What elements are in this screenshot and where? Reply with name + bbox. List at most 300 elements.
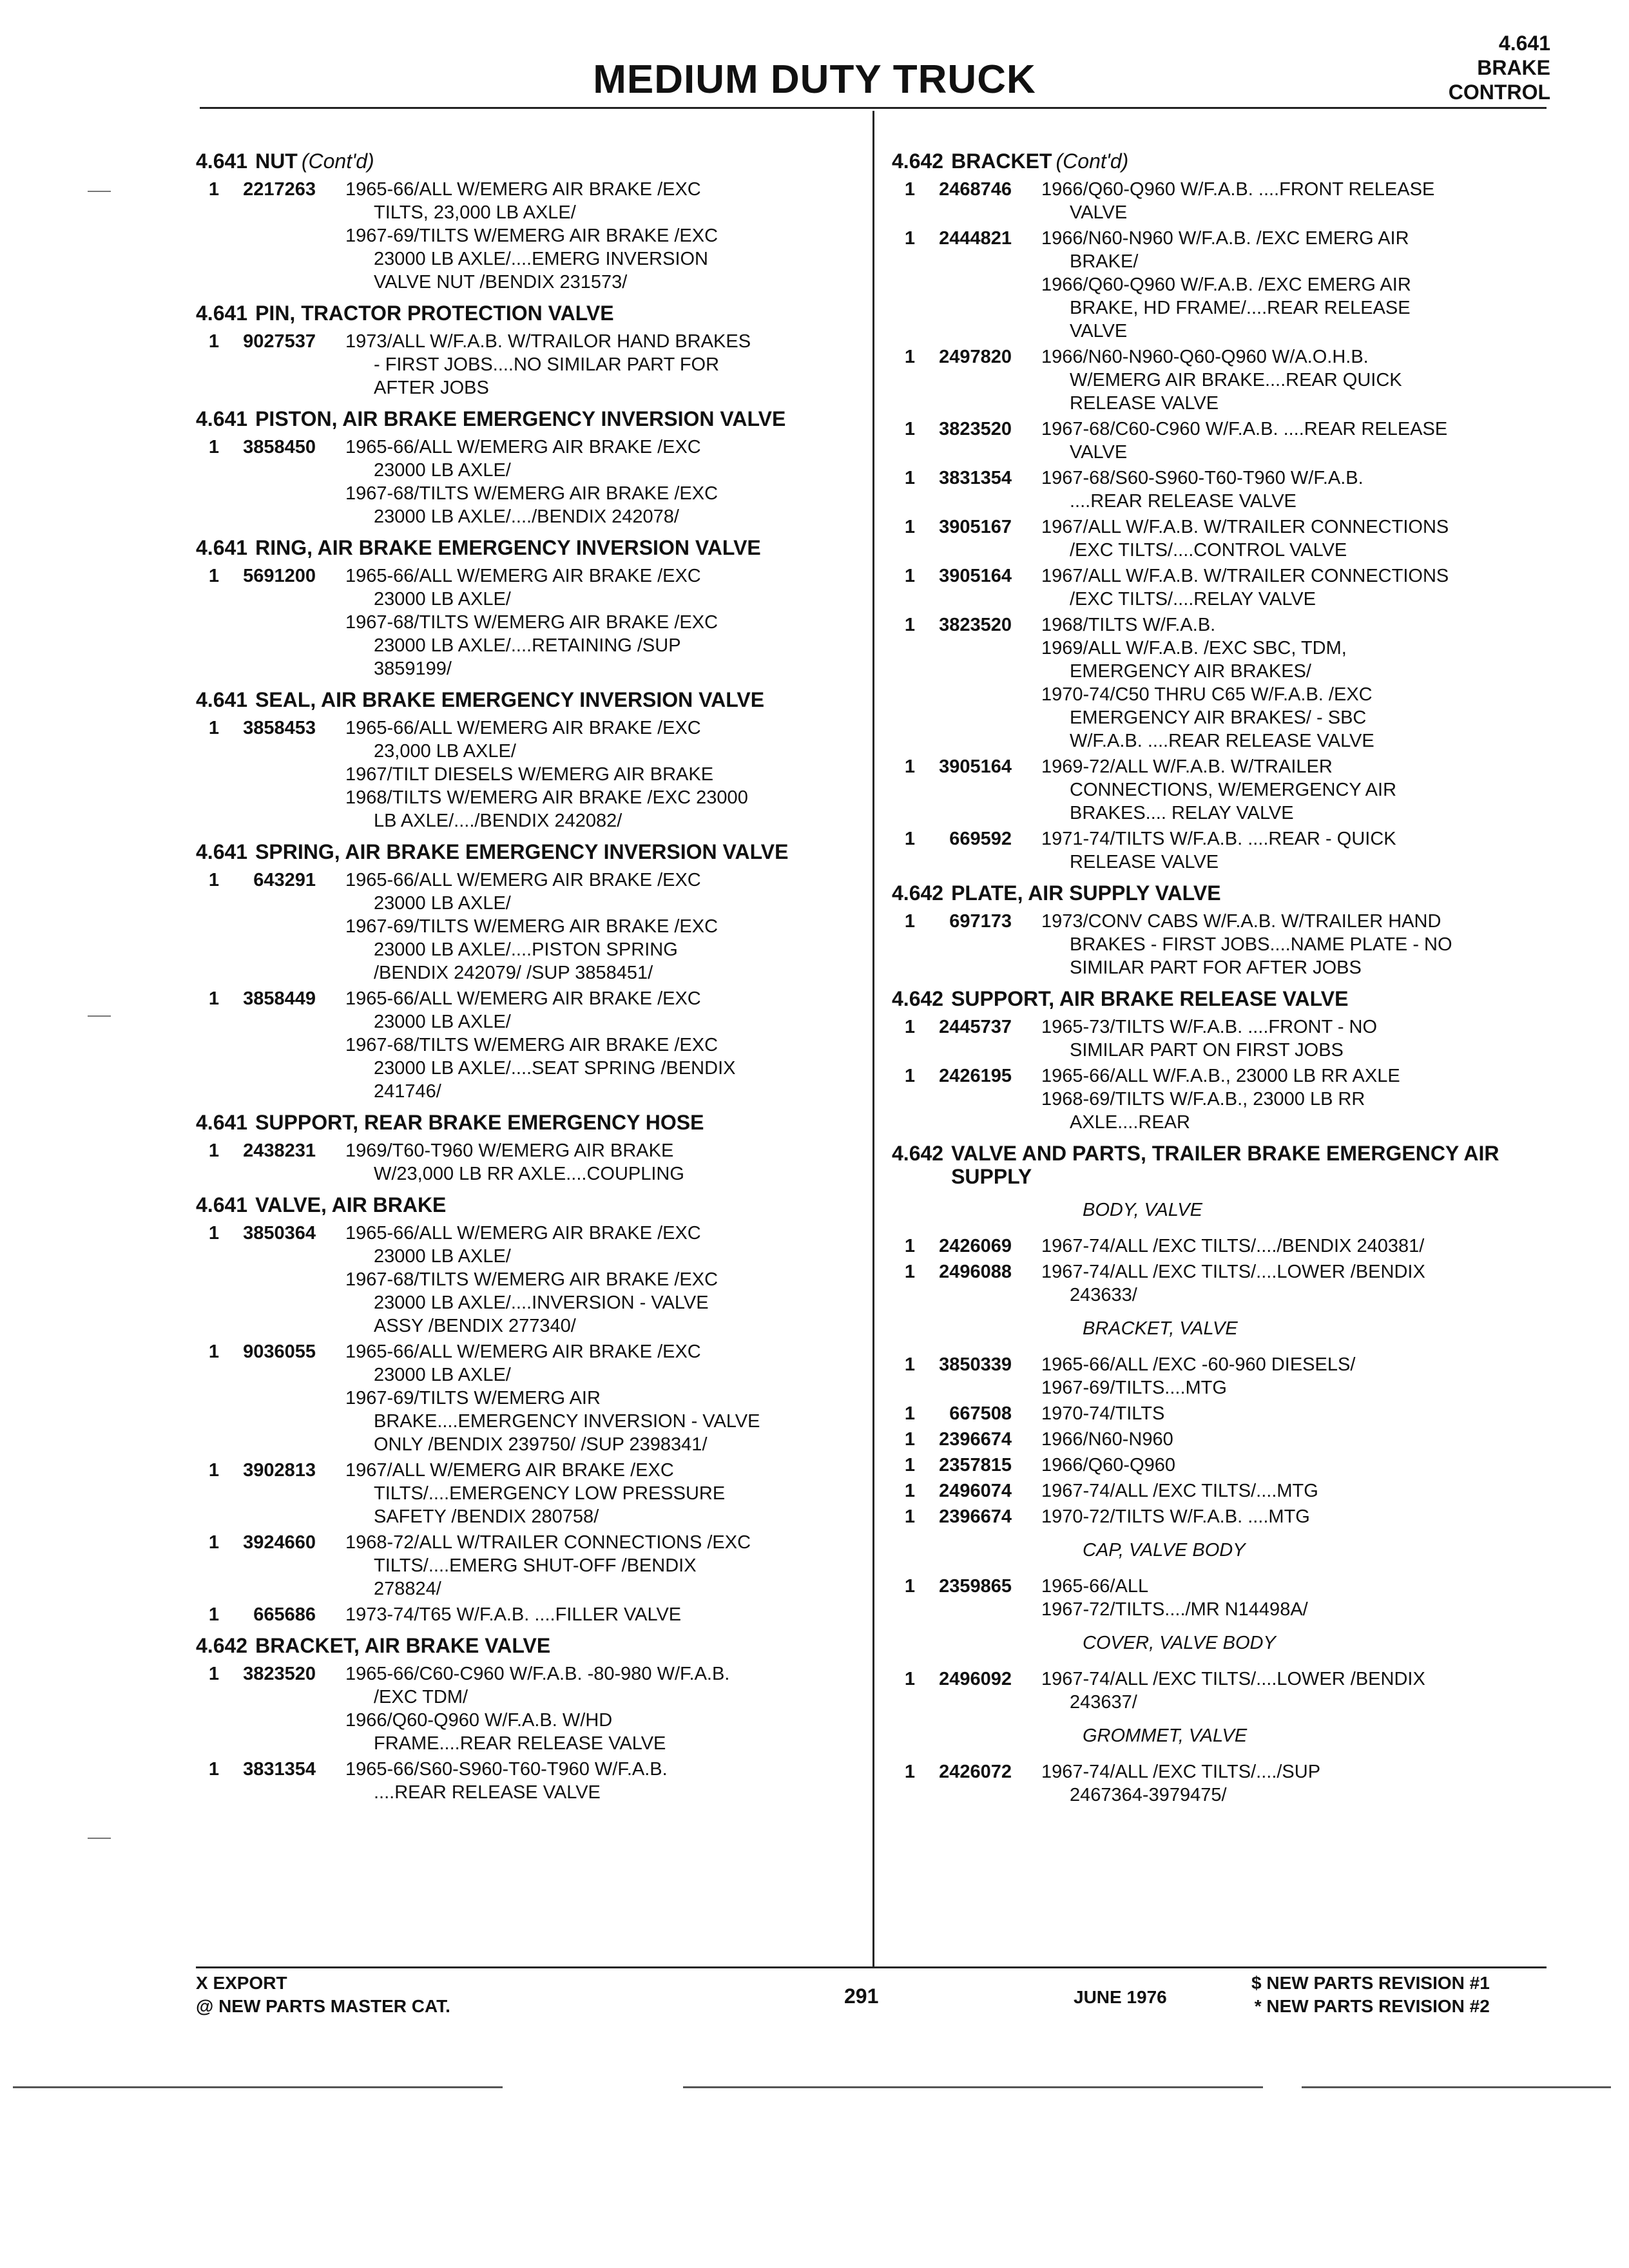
section-title [196, 302, 860, 325]
catalog-section [196, 1193, 860, 1626]
description-line: 1965-66/ALL W/EMERG AIR BRAKE /EXC [345, 718, 701, 738]
part-number: 2357815 [939, 1455, 1012, 1475]
page-number: 291 [844, 1984, 879, 2008]
part-description [1041, 910, 1549, 979]
legend-export: X EXPORT [196, 1973, 287, 1993]
description-line: /EXC TDM/ [374, 1687, 468, 1707]
description-line: 1965-66/ALL W/EMERG AIR BRAKE /EXC [345, 870, 701, 890]
part-entry [892, 1015, 1549, 1062]
part-description [345, 987, 860, 1103]
quantity: 1 [904, 228, 915, 249]
description-line: BRAKE/ [1070, 251, 1139, 272]
description-line: BRAKE....EMERGENCY INVERSION - VALVE [374, 1411, 760, 1432]
footer-legend-right [1251, 1972, 1490, 2018]
description-line: 278824/ [374, 1579, 441, 1599]
section-code: 4.641 [196, 840, 248, 863]
part-number: 3831354 [243, 1759, 316, 1780]
description-line: 23000 LB AXLE/ [374, 1365, 511, 1385]
description-line: 1966/Q60-Q960 W/F.A.B. W/HD [345, 1710, 613, 1731]
description-line: 1968/TILTS W/F.A.B. [1041, 615, 1216, 635]
continued-label: (Cont'd) [1055, 149, 1129, 173]
description-line: 1967-74/ALL /EXC TILTS/....LOWER /BENDIX [1041, 1669, 1425, 1689]
part-number: 3905164 [939, 756, 1012, 777]
subgroup-heading: BODY, VALVE [1083, 1200, 1202, 1220]
description-line: 23000 LB AXLE/ [374, 589, 511, 610]
description-line: 23000 LB AXLE/....EMERG INVERSION [374, 249, 708, 269]
section-code: 4.641 [196, 302, 248, 325]
description-line: 2467364-3979475/ [1070, 1785, 1227, 1805]
part-number: 3858453 [243, 718, 316, 738]
quantity: 1 [904, 1262, 915, 1282]
publication-date: JUNE 1976 [1074, 1987, 1167, 2007]
description-line: 1973-74/T65 W/F.A.B. ....FILLER VALVE [345, 1604, 682, 1625]
part-description [1041, 345, 1549, 415]
section-title [196, 840, 860, 863]
section-title [196, 536, 860, 559]
part-entry [892, 827, 1549, 874]
part-description [1041, 755, 1549, 825]
part-number: 643291 [253, 870, 316, 890]
part-entry [196, 1531, 860, 1600]
description-line: 1966/Q60-Q960 [1041, 1455, 1175, 1475]
description-line: 1969/T60-T960 W/EMERG AIR BRAKE [345, 1140, 674, 1161]
catalog-section [196, 302, 860, 399]
continued-label: (Cont'd) [301, 149, 374, 173]
subgroup-heading: COVER, VALVE BODY [1083, 1633, 1276, 1653]
part-description [345, 1139, 860, 1186]
margin-mark [88, 1838, 111, 1839]
quantity: 1 [904, 179, 915, 200]
part-number: 665686 [253, 1604, 316, 1625]
quantity: 1 [904, 347, 915, 367]
description-line: 1968-72/ALL W/TRAILER CONNECTIONS /EXC [345, 1532, 751, 1553]
quantity: 1 [904, 1481, 915, 1501]
part-description [345, 436, 860, 528]
part-entry [892, 418, 1549, 464]
description-line: EMERGENCY AIR BRAKES/ - SBC [1070, 707, 1367, 728]
catalog-section [196, 149, 860, 294]
part-entry [892, 1479, 1549, 1503]
section-name-text: RING, AIR BRAKE EMERGENCY INVERSION VALVE [255, 536, 761, 559]
description-line: W/23,000 LB RR AXLE....COUPLING [374, 1164, 684, 1184]
description-line: TILTS, 23,000 LB AXLE/ [374, 202, 576, 223]
quantity: 1 [208, 1759, 219, 1780]
part-description [345, 330, 860, 399]
description-line: ....REAR RELEASE VALVE [1070, 491, 1296, 512]
description-line: 1967-68/TILTS W/EMERG AIR BRAKE /EXC [345, 1035, 718, 1055]
section-title [196, 1634, 860, 1657]
part-entry [196, 564, 860, 680]
section-title [196, 1111, 860, 1134]
part-description [1041, 1260, 1549, 1307]
quantity: 1 [904, 1576, 915, 1597]
part-entry [196, 1340, 860, 1456]
description-line: RELEASE VALVE [1070, 393, 1219, 414]
description-line: 1967-69/TILTS W/EMERG AIR BRAKE /EXC [345, 226, 718, 246]
part-entry [892, 1428, 1549, 1451]
subgroup-heading: BRACKET, VALVE [1083, 1318, 1238, 1339]
quantity: 1 [208, 1664, 219, 1684]
right-column [892, 149, 1549, 1814]
part-number: 667508 [949, 1403, 1012, 1424]
quantity: 1 [208, 988, 219, 1009]
description-line: 1966/Q60-Q960 W/F.A.B. /EXC EMERG AIR [1041, 274, 1411, 295]
part-entry [196, 716, 860, 832]
section-title [892, 149, 1549, 173]
catalog-section [196, 407, 860, 528]
quantity: 1 [904, 468, 915, 488]
description-line: 1966/Q60-Q960 W/F.A.B. ....FRONT RELEASE [1041, 179, 1435, 200]
part-description [1041, 1479, 1549, 1503]
catalog-section [892, 1142, 1549, 1807]
part-entry [196, 987, 860, 1103]
section-name [255, 688, 860, 711]
section-name-text: SEAL, AIR BRAKE EMERGENCY INVERSION VALVE [255, 688, 765, 711]
part-entry [892, 227, 1549, 343]
section-name [255, 1634, 860, 1657]
quantity: 1 [208, 1532, 219, 1553]
description-line: 1965-66/ALL W/F.A.B., 23000 LB RR AXLE [1041, 1066, 1400, 1086]
part-entry [892, 1575, 1549, 1621]
description-line: - FIRST JOBS....NO SIMILAR PART FOR [374, 354, 720, 375]
description-line: 1967-68/TILTS W/EMERG AIR BRAKE /EXC [345, 612, 718, 633]
quantity: 1 [904, 829, 915, 849]
part-number: 2496088 [939, 1262, 1012, 1282]
description-line: 1965-66/ALL W/EMERG AIR BRAKE /EXC [345, 1223, 701, 1244]
description-line: TILTS/....EMERG SHUT-OFF /BENDIX [374, 1555, 697, 1576]
quantity: 1 [904, 1429, 915, 1450]
section-name [255, 536, 860, 559]
description-line: 1965-66/ALL W/EMERG AIR BRAKE /EXC [345, 566, 701, 586]
quantity: 1 [208, 1223, 219, 1244]
section-code: 4.642 [892, 987, 944, 1010]
part-number: 2438231 [243, 1140, 316, 1161]
part-number: 9036055 [243, 1341, 316, 1362]
scan-edge-rule [1302, 2086, 1611, 2088]
section-group: BRAKE [1477, 56, 1550, 79]
part-description [1041, 418, 1549, 464]
part-description [1041, 1402, 1549, 1425]
quantity: 1 [208, 437, 219, 457]
part-entry [892, 1760, 1549, 1807]
part-description [1041, 1760, 1549, 1807]
part-entry [892, 515, 1549, 562]
part-description [1041, 466, 1549, 513]
part-number: 9027537 [243, 331, 316, 352]
part-description [345, 1531, 860, 1600]
quantity: 1 [208, 179, 219, 200]
part-entry [196, 1603, 860, 1626]
catalog-section [196, 1111, 860, 1186]
part-description [1041, 1015, 1549, 1062]
description-line: 23000 LB AXLE/..../BENDIX 242078/ [374, 506, 679, 527]
description-line: 1967-68/TILTS W/EMERG AIR BRAKE /EXC [345, 1269, 718, 1290]
part-description [345, 178, 860, 294]
description-line: FRAME....REAR RELEASE VALVE [374, 1733, 666, 1754]
description-line: 1967/TILT DIESELS W/EMERG AIR BRAKE [345, 764, 714, 785]
part-description [345, 716, 860, 832]
description-line: ....REAR RELEASE VALVE [374, 1782, 601, 1803]
part-number: 3902813 [243, 1460, 316, 1481]
description-line: 1966/N60-N960-Q60-Q960 W/A.O.H.B. [1041, 347, 1369, 367]
section-name [951, 987, 1549, 1010]
part-entry [196, 436, 860, 528]
part-description [345, 1340, 860, 1456]
part-entry [196, 178, 860, 294]
quantity: 1 [904, 615, 915, 635]
part-description [345, 869, 860, 985]
description-line: LB AXLE/..../BENDIX 242082/ [374, 811, 622, 831]
section-name-text: NUT [255, 149, 298, 173]
part-number: 3905164 [939, 566, 1012, 586]
section-name [951, 1142, 1549, 1188]
part-description [1041, 564, 1549, 611]
part-entry [892, 1667, 1549, 1714]
part-description [1041, 178, 1549, 224]
description-line: 23000 LB AXLE/....PISTON SPRING [374, 939, 678, 960]
part-description [345, 564, 860, 680]
section-code: 4.641 [196, 1193, 248, 1216]
part-entry [892, 910, 1549, 979]
section-name [255, 1111, 860, 1134]
part-entry [196, 330, 860, 399]
description-line: ASSY /BENDIX 277340/ [374, 1316, 576, 1336]
description-line: AFTER JOBS [374, 378, 489, 398]
section-subgroup: CONTROL [1448, 81, 1550, 104]
description-line: SIMILAR PART FOR AFTER JOBS [1070, 957, 1362, 978]
catalog-section [196, 536, 860, 680]
section-name-text: BRACKET [951, 149, 1052, 173]
section-title [196, 688, 860, 711]
quantity: 1 [904, 1669, 915, 1689]
part-number: 669592 [949, 829, 1012, 849]
description-line: CONNECTIONS, W/EMERGENCY AIR [1070, 780, 1397, 800]
section-name [255, 149, 860, 173]
description-line: 1967-74/ALL /EXC TILTS/..../BENDIX 240381/ [1041, 1236, 1425, 1256]
description-line: 243633/ [1070, 1285, 1137, 1305]
part-entry [892, 1454, 1549, 1477]
section-title [892, 1142, 1549, 1188]
part-number: 3823520 [243, 1664, 316, 1684]
description-line: W/EMERG AIR BRAKE....REAR QUICK [1070, 370, 1402, 390]
description-line: BRAKES.... RELAY VALVE [1070, 803, 1294, 823]
description-line: 1973/ALL W/F.A.B. W/TRAILOR HAND BRAKES [345, 331, 751, 352]
legend-master-cat: @ NEW PARTS MASTER CAT. [196, 1996, 450, 2016]
section-name [951, 881, 1549, 905]
catalog-section [196, 840, 860, 1103]
description-line: EMERGENCY AIR BRAKES/ [1070, 661, 1311, 682]
quantity: 1 [208, 1140, 219, 1161]
quantity: 1 [904, 517, 915, 537]
description-line: BRAKES - FIRST JOBS....NAME PLATE - NO [1070, 934, 1452, 955]
part-number: 2396674 [939, 1429, 1012, 1450]
part-description [345, 1459, 860, 1528]
part-number: 2496074 [939, 1481, 1012, 1501]
part-number: 2496092 [939, 1669, 1012, 1689]
description-line: 1973/CONV CABS W/F.A.B. W/TRAILER HAND [1041, 911, 1441, 932]
section-code: 4.641 [196, 688, 248, 711]
description-line: 23000 LB AXLE/....SEAT SPRING /BENDIX [374, 1058, 736, 1079]
description-line: /EXC TILTS/....CONTROL VALVE [1070, 540, 1347, 561]
description-line: 1971-74/TILTS W/F.A.B. ....REAR - QUICK [1041, 829, 1396, 849]
part-entry [892, 1402, 1549, 1425]
description-line: 1967-69/TILTS....MTG [1041, 1378, 1227, 1398]
catalog-section [892, 881, 1549, 979]
section-title [196, 149, 860, 173]
legend-revision-2: * NEW PARTS REVISION #2 [1254, 1996, 1490, 2016]
part-number: 2396674 [939, 1506, 1012, 1527]
quantity: 1 [208, 566, 219, 586]
part-description [1041, 227, 1549, 343]
section-code: 4.641 [196, 149, 248, 173]
section-name-text: VALVE AND PARTS, TRAILER BRAKE EMERGENCY AIR SUPPLY [951, 1142, 1499, 1188]
part-number: 2359865 [939, 1576, 1012, 1597]
description-line: 1968/TILTS W/EMERG AIR BRAKE /EXC 23000 [345, 787, 748, 808]
description-line: 241746/ [374, 1081, 441, 1102]
part-entry [196, 869, 860, 985]
part-number: 3823520 [939, 615, 1012, 635]
quantity: 1 [904, 1455, 915, 1475]
description-line: 1965-66/ALL /EXC -60-960 DIESELS/ [1041, 1354, 1356, 1375]
quantity: 1 [208, 1341, 219, 1362]
description-line: 1967-72/TILTS..../MR N14498A/ [1041, 1599, 1308, 1620]
description-line: VALVE [1070, 202, 1128, 223]
part-description [345, 1758, 860, 1804]
section-name [951, 149, 1549, 173]
part-number: 5691200 [243, 566, 316, 586]
part-description [1041, 1428, 1549, 1451]
description-line: /BENDIX 242079/ /SUP 3858451/ [374, 963, 653, 983]
description-line: RELEASE VALVE [1070, 852, 1219, 872]
section-name [255, 302, 860, 325]
section-title [892, 881, 1549, 905]
section-code: 4.642 [892, 149, 944, 173]
part-entry [892, 178, 1549, 224]
description-line: 1967-68/TILTS W/EMERG AIR BRAKE /EXC [345, 483, 718, 504]
description-line: VALVE [1070, 321, 1128, 341]
section-code: 4.641 [196, 407, 248, 430]
quantity: 1 [904, 1762, 915, 1782]
part-entry [196, 1459, 860, 1528]
quantity: 1 [904, 566, 915, 586]
description-line: 1967/ALL W/EMERG AIR BRAKE /EXC [345, 1460, 674, 1481]
description-line: 1967/ALL W/F.A.B. W/TRAILER CONNECTIONS [1041, 566, 1449, 586]
quantity: 1 [208, 870, 219, 890]
section-name-text: PISTON, AIR BRAKE EMERGENCY INVERSION VALVE [255, 407, 786, 430]
description-line: 1965-66/ALL W/EMERG AIR BRAKE /EXC [345, 1341, 701, 1362]
section-title [196, 1193, 860, 1216]
section-title [892, 987, 1549, 1010]
description-line: 1967-68/C60-C960 W/F.A.B. ....REAR RELEASE [1041, 419, 1448, 439]
quantity: 1 [904, 1236, 915, 1256]
quantity: 1 [904, 1017, 915, 1037]
part-description [345, 1222, 860, 1338]
catalog-section [892, 987, 1549, 1134]
part-description [1041, 1575, 1549, 1621]
section-name-text: BRACKET, AIR BRAKE VALVE [255, 1634, 551, 1657]
part-entry [892, 1505, 1549, 1528]
part-entry [892, 1353, 1549, 1399]
description-line: 1965-66/ALL W/EMERG AIR BRAKE /EXC [345, 437, 701, 457]
description-line: 1967-74/ALL /EXC TILTS/..../SUP [1041, 1762, 1321, 1782]
description-line: 1969-72/ALL W/F.A.B. W/TRAILER [1041, 756, 1333, 777]
subgroup-heading: CAP, VALVE BODY [1083, 1540, 1246, 1561]
description-line: SAFETY /BENDIX 280758/ [374, 1506, 599, 1527]
part-entry [892, 564, 1549, 611]
description-line: 3859199/ [374, 658, 452, 679]
quantity: 1 [904, 1354, 915, 1375]
catalog-section [196, 1634, 860, 1804]
part-number: 2426069 [939, 1236, 1012, 1256]
part-description [1041, 1353, 1549, 1399]
section-code: 4.642 [892, 1142, 944, 1165]
part-entry [892, 466, 1549, 513]
margin-mark [88, 1015, 111, 1017]
part-entry [892, 345, 1549, 415]
subgroup-heading: GROMMET, VALVE [1083, 1725, 1248, 1746]
description-line: 1966/N60-N960 W/F.A.B. /EXC EMERG AIR [1041, 228, 1409, 249]
description-line: 1970-72/TILTS W/F.A.B. ....MTG [1041, 1506, 1310, 1527]
section-name-text: SUPPORT, REAR BRAKE EMERGENCY HOSE [255, 1111, 704, 1134]
description-line: 1965-66/ALL W/EMERG AIR BRAKE /EXC [345, 988, 701, 1009]
quantity: 1 [904, 1506, 915, 1527]
footer-legend-left [196, 1972, 450, 2018]
left-column [196, 149, 860, 1812]
description-line: 23000 LB AXLE/ [374, 460, 511, 481]
quantity: 1 [904, 756, 915, 777]
part-number: 2217263 [243, 179, 316, 200]
quantity: 1 [904, 419, 915, 439]
quantity: 1 [904, 1403, 915, 1424]
scan-edge-rule [13, 2086, 503, 2088]
part-description [1041, 515, 1549, 562]
description-line: 1965-66/S60-S960-T60-T960 W/F.A.B. [345, 1759, 668, 1780]
description-line: BRAKE, HD FRAME/....REAR RELEASE [1070, 298, 1411, 318]
part-entry [892, 755, 1549, 825]
part-description [1041, 1235, 1549, 1258]
description-line: 1967-74/ALL /EXC TILTS/....LOWER /BENDIX [1041, 1262, 1425, 1282]
part-number: 2426072 [939, 1762, 1012, 1782]
section-name-text: PLATE, AIR SUPPLY VALVE [951, 881, 1221, 905]
part-description [1041, 613, 1549, 753]
part-number: 2444821 [939, 228, 1012, 249]
part-entry [892, 1064, 1549, 1134]
quantity: 1 [904, 1066, 915, 1086]
quantity: 1 [904, 911, 915, 932]
section-name-text: VALVE, AIR BRAKE [255, 1193, 447, 1216]
part-number: 2497820 [939, 347, 1012, 367]
part-number: 2426195 [939, 1066, 1012, 1086]
description-line: 1970-74/TILTS [1041, 1403, 1165, 1424]
description-line: 23000 LB AXLE/ [374, 1012, 511, 1032]
description-line: ONLY /BENDIX 239750/ /SUP 2398341/ [374, 1434, 708, 1455]
quantity: 1 [208, 718, 219, 738]
description-line: VALVE NUT /BENDIX 231573/ [374, 272, 628, 293]
part-number: 3858450 [243, 437, 316, 457]
description-line: 1965-73/TILTS W/F.A.B. ....FRONT - NO [1041, 1017, 1378, 1037]
footer-rule [196, 1966, 1547, 1968]
part-description [1041, 1505, 1549, 1528]
section-name-text: SUPPORT, AIR BRAKE RELEASE VALVE [951, 987, 1349, 1010]
description-line: W/F.A.B. ....REAR RELEASE VALVE [1070, 731, 1374, 751]
description-line: 1970-74/C50 THRU C65 W/F.A.B. /EXC [1041, 684, 1373, 705]
catalog-section [892, 149, 1549, 874]
description-line: 23000 LB AXLE/ [374, 893, 511, 914]
description-line: 1968-69/TILTS W/F.A.B., 23000 LB RR [1041, 1089, 1365, 1110]
catalog-section [196, 688, 860, 832]
description-line: 243637/ [1070, 1692, 1137, 1713]
section-code: 4.642 [196, 1634, 248, 1657]
